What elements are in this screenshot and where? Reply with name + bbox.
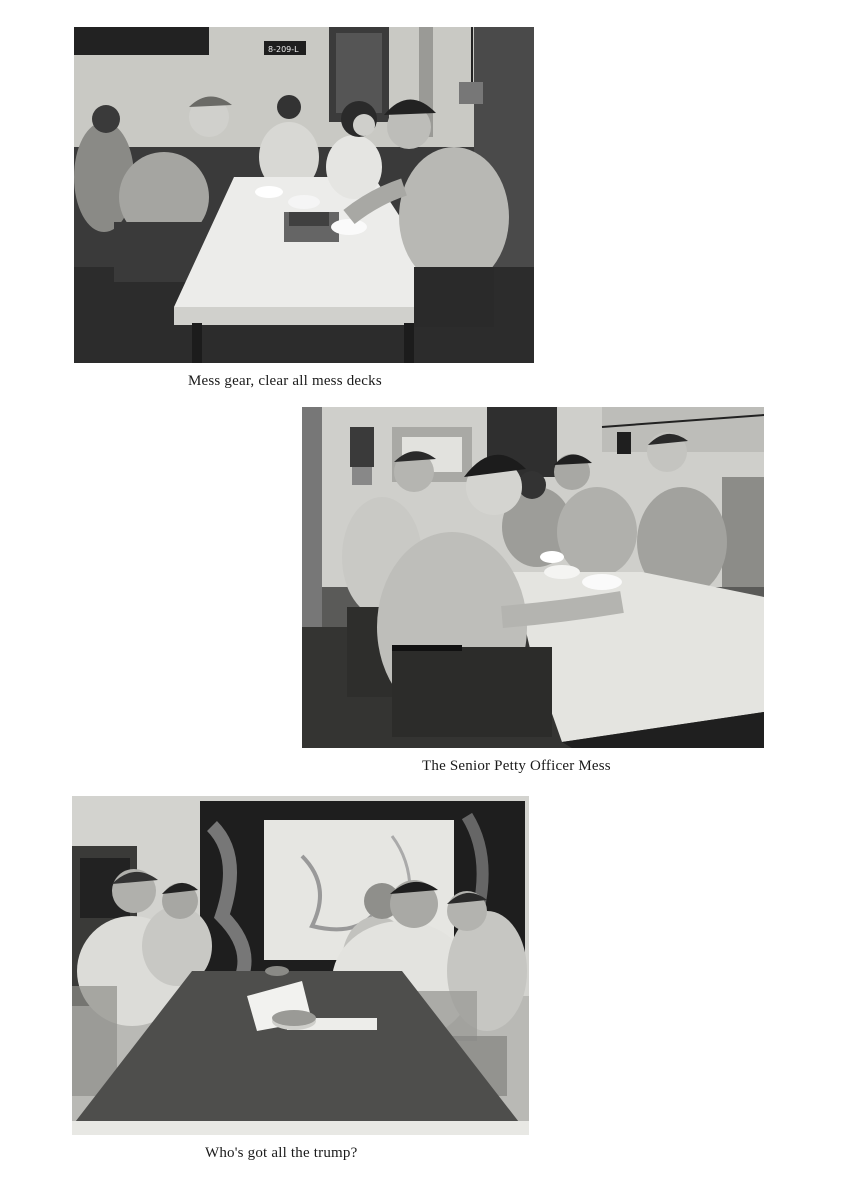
photo-caption: The Senior Petty Officer Mess bbox=[422, 758, 611, 774]
petty-officer-mess-photo bbox=[302, 407, 764, 748]
card-game-photo bbox=[72, 796, 529, 1135]
mess-deck-photo bbox=[74, 27, 534, 363]
photo-caption: Mess gear, clear all mess decks bbox=[188, 373, 382, 389]
photo-caption: Who's got all the trump? bbox=[205, 1145, 358, 1161]
compartment-sign: 8-209-L bbox=[268, 45, 299, 54]
